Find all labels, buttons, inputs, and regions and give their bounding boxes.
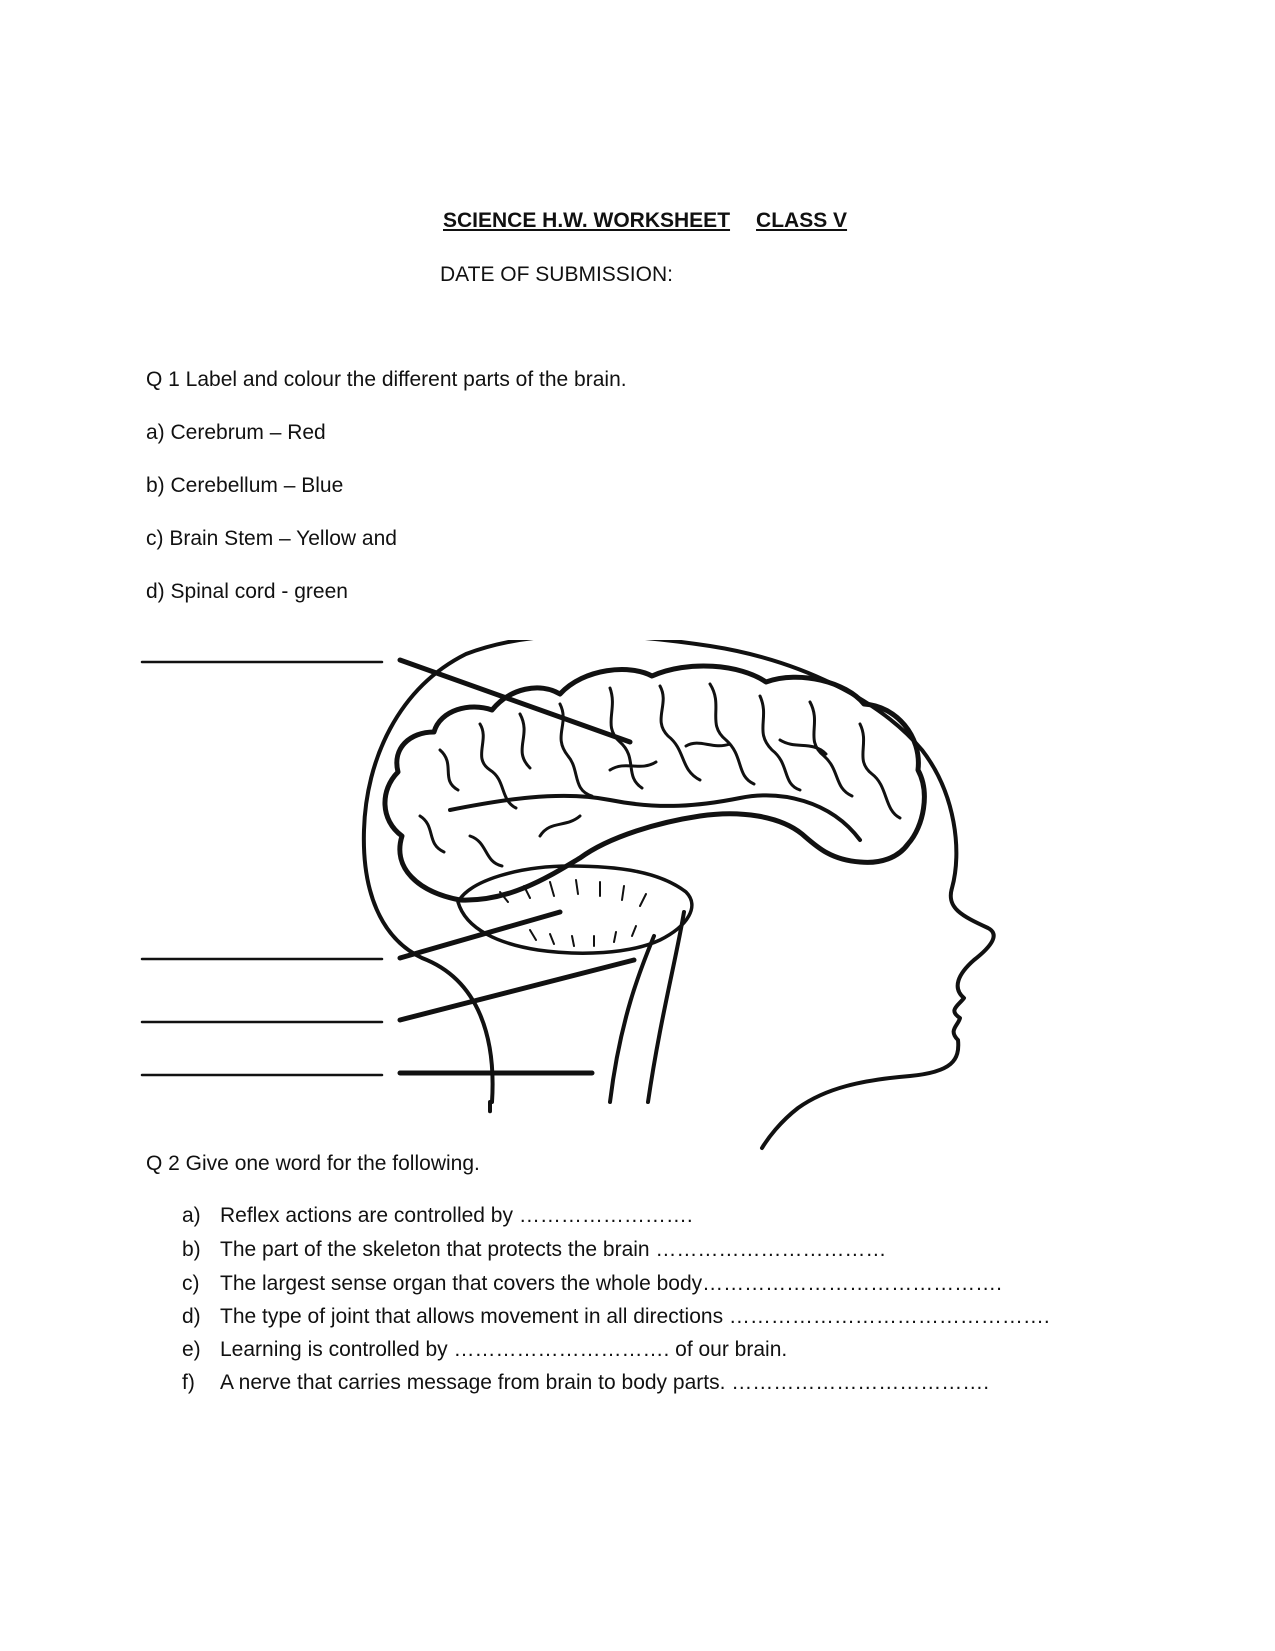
worksheet-title-class: CLASS V bbox=[756, 209, 848, 232]
pointer-line-brain-stem bbox=[400, 960, 634, 1020]
q2-item-b: b) The part of the skeleton that protects the brain …………………………… bbox=[182, 1238, 887, 1261]
brain-stem-outline bbox=[610, 912, 684, 1102]
cerebrum-outline bbox=[385, 666, 924, 900]
q1-item-c: c) Brain Stem – Yellow and bbox=[146, 527, 397, 550]
worksheet-title-left: SCIENCE H.W. WORKSHEET bbox=[443, 209, 731, 232]
q2-item-a: a) Reflex actions are controlled by ……………………. bbox=[182, 1204, 693, 1227]
q1-item-d: d) Spinal cord - green bbox=[146, 580, 348, 603]
q2-item-d: d) The type of joint that allows movement in all directions ………………………………………. bbox=[182, 1305, 1050, 1328]
q2-prompt: Q 2 Give one word for the following. bbox=[146, 1152, 480, 1175]
date-of-submission-label: DATE OF SUBMISSION: bbox=[440, 263, 673, 286]
q2-item-c: c) The largest sense organ that covers the whole body……………………………………. bbox=[182, 1272, 1002, 1295]
q1-prompt: Q 1 Label and colour the different parts of the brain. bbox=[146, 368, 627, 391]
q1-item-b: b) Cerebellum – Blue bbox=[146, 474, 344, 497]
brain-head-profile-icon bbox=[140, 640, 1040, 1160]
q2-item-e: e) Learning is controlled by …………………………. of our brain. bbox=[182, 1338, 788, 1361]
q1-item-a: a) Cerebrum – Red bbox=[146, 421, 326, 444]
worksheet-title bbox=[443, 209, 847, 233]
q2-item-f: f) A nerve that carries message from brain to body parts. ………………………………. bbox=[182, 1371, 990, 1394]
cerebellum-outline bbox=[458, 866, 692, 953]
